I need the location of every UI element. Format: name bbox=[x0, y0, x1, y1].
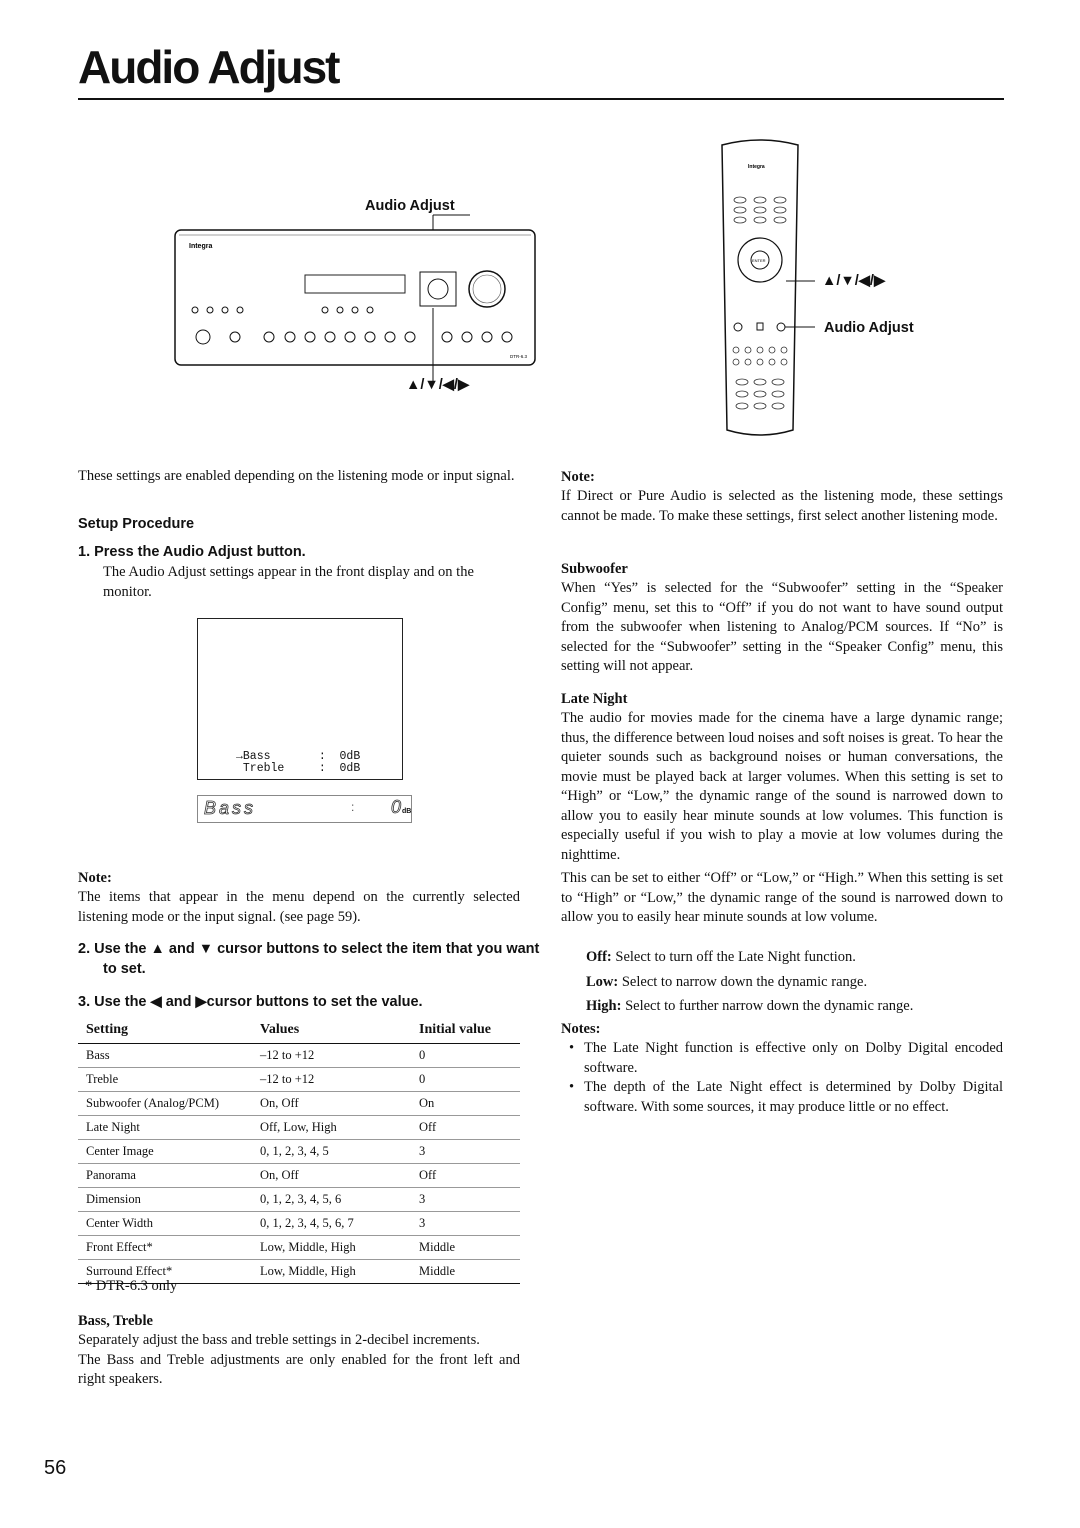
cell-initial: Middle bbox=[411, 1260, 520, 1284]
cell-values: 0, 1, 2, 3, 4, 5, 6 bbox=[252, 1188, 411, 1212]
cell-values: Off, Low, High bbox=[252, 1116, 411, 1140]
cell-initial: 3 bbox=[411, 1188, 520, 1212]
settings-table bbox=[78, 1019, 520, 1284]
option-low-text: Select to narrow down the dynamic range. bbox=[618, 973, 868, 990]
table-row bbox=[78, 1092, 520, 1116]
step-2: 2. Use the ▲ and ▼ cursor buttons to select the item that you want to set. bbox=[78, 941, 540, 977]
cell-values: Low, Middle, High bbox=[252, 1260, 411, 1284]
step-1-body: The Audio Adjust settings appear in the front display and on the monitor. bbox=[103, 564, 474, 600]
option-low-label: Low: bbox=[586, 973, 619, 990]
front-display-value: 0 bbox=[391, 797, 402, 817]
cell-setting: Dimension bbox=[78, 1188, 252, 1212]
cell-initial: Off bbox=[411, 1164, 520, 1188]
notes-list bbox=[561, 1039, 1003, 1117]
front-display-item: Bass bbox=[204, 798, 257, 818]
intro-text: These settings are enabled depending on the listening mode or input signal. bbox=[78, 468, 515, 484]
cell-values: –12 to +12 bbox=[252, 1068, 411, 1092]
table-row bbox=[78, 1236, 520, 1260]
cell-values: 0, 1, 2, 3, 4, 5, 6, 7 bbox=[252, 1212, 411, 1236]
subwoofer-heading: Subwoofer bbox=[561, 561, 628, 577]
header-values: Values bbox=[252, 1019, 411, 1044]
cell-setting: Surround Effect* bbox=[78, 1260, 252, 1284]
right-note-label: Note: bbox=[561, 469, 595, 485]
cell-initial: 0 bbox=[411, 1044, 520, 1068]
receiver-callout-arrows: ▲/▼/◀/▶ bbox=[406, 377, 470, 393]
remote-enter: ENTER bbox=[752, 258, 766, 263]
table-row bbox=[78, 1188, 520, 1212]
cell-initial: On bbox=[411, 1092, 520, 1116]
front-display bbox=[197, 795, 412, 823]
bass-treble-body: Separately adjust the bass and treble settings in 2-decibel increments. The Bass and Treble adjustments are only enabled for the front left and right speakers. bbox=[78, 1332, 520, 1387]
right-note-body: If Direct or Pure Audio is selected as the listening mode, these settings cannot be made. To make these settings, first select another listening mode. bbox=[561, 488, 1003, 524]
table-row bbox=[78, 1116, 520, 1140]
page-number: 56 bbox=[44, 1457, 67, 1479]
option-high-text: Select to further narrow down the dynamic range. bbox=[621, 998, 914, 1014]
table-header-row bbox=[78, 1019, 520, 1044]
step-1-heading: 1. Press the Audio Adjust button. bbox=[78, 544, 306, 560]
late-night-options bbox=[586, 948, 1004, 1017]
notes-label: Notes: bbox=[561, 1021, 601, 1037]
cell-initial: 3 bbox=[411, 1212, 520, 1236]
list-item: • The depth of the Late Night effect is determined by Dolby Digital software. With some sources, it may produce little or no effect. bbox=[561, 1078, 1003, 1117]
cell-values: Low, Middle, High bbox=[252, 1236, 411, 1260]
cell-values: –12 to +12 bbox=[252, 1044, 411, 1068]
header-setting: Setting bbox=[78, 1019, 252, 1044]
table-row bbox=[78, 1164, 520, 1188]
cell-initial: Off bbox=[411, 1116, 520, 1140]
cell-initial: 3 bbox=[411, 1140, 520, 1164]
receiver-illustration bbox=[165, 190, 555, 400]
receiver-callout-audio-adjust: Audio Adjust bbox=[365, 198, 455, 214]
option-off-text: Select to turn off the Late Night function. bbox=[611, 949, 856, 965]
note-label: Note: bbox=[78, 870, 112, 886]
remote-illustration bbox=[700, 135, 940, 445]
front-display-unit: dB bbox=[402, 808, 412, 815]
option-high-label: High: bbox=[586, 998, 622, 1014]
osd-treble-line: Treble : 0dB bbox=[236, 762, 361, 775]
front-display-colon: : bbox=[351, 800, 355, 814]
remote-callout-arrows: ▲/▼/◀/▶ bbox=[822, 273, 886, 289]
cell-setting: Bass bbox=[78, 1044, 252, 1068]
page-title: Audio Adjust bbox=[78, 41, 339, 93]
table-row bbox=[78, 1068, 520, 1092]
receiver-model: DTR-6.3 bbox=[510, 354, 528, 359]
footnote: * DTR-6.3 only bbox=[85, 1278, 178, 1294]
remote-callout-audio-adjust: Audio Adjust bbox=[824, 320, 914, 336]
setup-procedure-heading: Setup Procedure bbox=[78, 516, 195, 532]
late-night-body: The audio for movies made for the cinema have a large dynamic range; thus, the difference between loud noises and soft noises is great. To hear the quieter sounds such as background noises or human conversations, the movie must be played back at larger volumes. When this setting is set to “High” or “Low,” the dynamic range of the sound is narrowed down to allow you to easily hear minute sounds at low volumes. This function is especially useful if you wish to play a movie at low volumes during the nighttime. This can be set to either “Off” or “Low,” or “High.” When this setting is set to “High” or “Low,” the dynamic range of the sound is narrowed down to allow you to easily hear minute sounds at low volume. bbox=[561, 710, 1003, 925]
cell-values: 0, 1, 2, 3, 4, 5 bbox=[252, 1140, 411, 1164]
table-row bbox=[78, 1212, 520, 1236]
table-row bbox=[78, 1140, 520, 1164]
note-body: The items that appear in the menu depend on the currently selected listening mode or the input signal. (see page 59). bbox=[78, 889, 520, 925]
step-3: 3. Use the ◀ and ▶cursor buttons to set the value. bbox=[78, 994, 423, 1010]
late-night-heading: Late Night bbox=[561, 691, 628, 707]
cell-setting: Panorama bbox=[78, 1164, 252, 1188]
cell-setting: Subwoofer (Analog/PCM) bbox=[78, 1092, 252, 1116]
cell-values: On, Off bbox=[252, 1092, 411, 1116]
header-initial-value: Initial value bbox=[411, 1019, 520, 1044]
cell-initial: 0 bbox=[411, 1068, 520, 1092]
list-item: • The Late Night function is effective only on Dolby Digital encoded software. bbox=[561, 1039, 1003, 1078]
bass-treble-heading: Bass, Treble bbox=[78, 1313, 153, 1329]
cell-values: On, Off bbox=[252, 1164, 411, 1188]
cell-initial: Middle bbox=[411, 1236, 520, 1260]
cell-setting: Center Width bbox=[78, 1212, 252, 1236]
receiver-brand: Integra bbox=[189, 243, 213, 250]
cell-setting: Front Effect* bbox=[78, 1236, 252, 1260]
osd-screen bbox=[197, 618, 403, 780]
cell-setting: Center Image bbox=[78, 1140, 252, 1164]
remote-brand: Integra bbox=[748, 164, 765, 170]
table-row bbox=[78, 1044, 520, 1068]
option-off-label: Off: bbox=[586, 949, 612, 965]
subwoofer-body: When “Yes” is selected for the “Subwoofer” setting in the “Speaker Config” menu, set this to “Off” if you do not want to have sound output from the subwoofer when listening to Analog/PCM sources. If “No” is selected for the “Subwoofer” setting in the “Speaker Config” menu, this setting will not appear. bbox=[561, 580, 1003, 674]
osd-bass-line: →Bass : 0dB bbox=[236, 750, 361, 763]
cell-setting: Late Night bbox=[78, 1116, 252, 1140]
title-rule bbox=[78, 98, 1004, 100]
cell-setting: Treble bbox=[78, 1068, 252, 1092]
